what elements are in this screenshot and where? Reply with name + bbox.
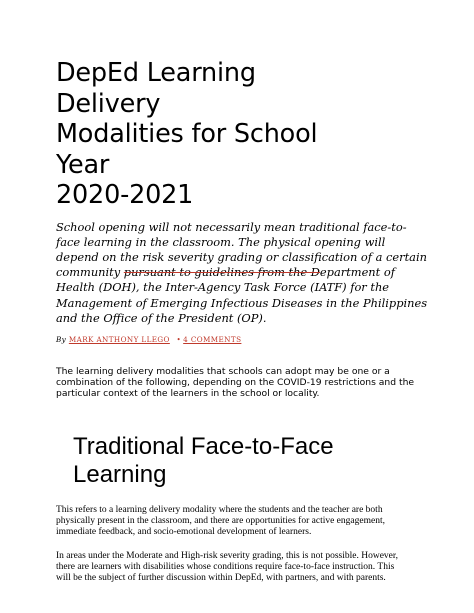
byline-separator: • [176, 334, 182, 344]
lead-paragraph [56, 220, 428, 326]
section-paragraph: In areas under the Moderate and High-risk severity grading, this is not possible. However, there are learners with disabilities whose conditions require face-to-face instruction. This will be the subject of further discussion within DepEd, with partners, and with parents. [56, 550, 399, 583]
section-heading-line: Learning [73, 460, 167, 488]
author-link[interactable]: MARK ANTHONY LLEGO [68, 334, 170, 344]
section-paragraph: This refers to a learning delivery modality where the students and the teacher are both physically present in the classroom, and there are opportunities for active engagement, immediate feedback, and socio-emotional development of learners. [56, 504, 385, 537]
title-line: Delivery [56, 88, 161, 119]
intro-paragraph: The learning delivery modalities that schools can adopt may be one or a combination of the following, depending on the COVID-19 restrictions and the particular context of the learners in the school or locality. [56, 365, 415, 400]
lead-text-start: School opening will not necessarily mean traditional face-to-face learning in the classroom. The physical opening will depend on the risk severity grading or classification of a certain community [56, 219, 427, 280]
article-title [56, 58, 428, 211]
title-line: 2020-2021 [56, 180, 194, 210]
title-line: Year [56, 149, 110, 180]
section-heading [73, 433, 428, 489]
comments-link[interactable]: 4 COMMENTS [183, 334, 242, 344]
title-line: Modalities for School [56, 119, 318, 149]
title-line: DepEd Learning [56, 58, 256, 88]
byline-by: By [56, 334, 67, 344]
struck-text: pursuant to guidelines from the D [123, 265, 320, 280]
byline [56, 335, 428, 344]
section-heading-line: Traditional Face-to-Face [73, 432, 334, 460]
document-page [56, 58, 428, 584]
lead-text-end: epartment of Health (DOH), the Inter-Agency Task Force (IATF) for the Management of Emerging Infectious Diseases in the Philippines and the Office of the President (OP). [56, 265, 428, 325]
